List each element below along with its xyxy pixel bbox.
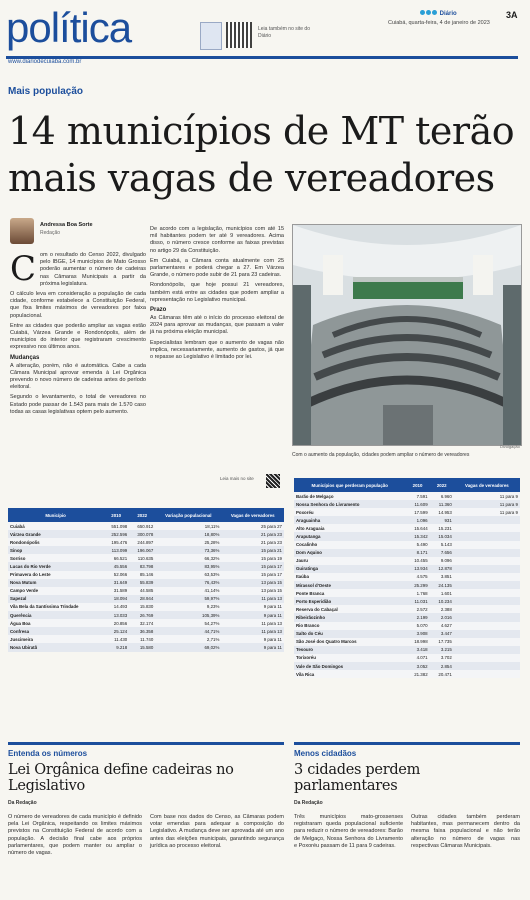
table-row xyxy=(294,613,520,621)
table-cell: 25,28% xyxy=(155,538,221,546)
paragraph: Especialistas lembram que o aumento de vagas não implica, necessariamente, aumento de gastos, já que o repasse ao Legislativo é limitado por lei. xyxy=(150,339,284,361)
table-row xyxy=(294,492,520,500)
table-cell: 54,27% xyxy=(155,619,221,627)
table-cell: 110.635 xyxy=(129,554,155,562)
qr-caption: Leia também no site do Diário xyxy=(258,26,310,39)
table-row xyxy=(294,622,520,630)
table-cell: 11.740 xyxy=(129,635,155,643)
paragraph: Em Cuiabá, a Câmara conta atualmente com 25 parlamentares e poderá chegar a 27. Em Várzea Grande, o número pode subir de 21 para 23 cadeiras. xyxy=(150,257,284,279)
table-row xyxy=(8,562,284,570)
table-cell: 15 para 21 xyxy=(221,546,284,554)
table-cell: 21 para 23 xyxy=(221,538,284,546)
table-cell: Sapezal xyxy=(8,595,103,603)
paragraph: Com base nos dados do Censo, as Câmaras podem votar emendas para adequar a composição do Legislativo. A mudança deve ser aprovada até um ano antes das eleições municipais, garantindo segurança jurídica ao processo eleitoral. xyxy=(150,814,284,849)
table-cell: 66,32% xyxy=(155,554,221,562)
table-cell: 18,80% xyxy=(155,530,221,538)
table-cell: Salto do Céu xyxy=(294,630,405,638)
table-cell: 5.143 xyxy=(430,541,454,549)
table-row xyxy=(294,605,520,613)
dot-icon xyxy=(432,10,437,15)
story-headline: 3 cidades perdem parlamentares xyxy=(294,762,421,794)
article-headline: 14 municípios de MT terão mais vagas de vereadores xyxy=(8,109,515,200)
paragraph: De acordo com a legislação, municípios com até 15 mil habitantes podem ter até 9 vereadores. Acima disso, o número cresce conforme as faixas previstas no artigo 29 da Constituição. xyxy=(150,226,284,254)
more-label: Leia mais no site xyxy=(220,476,254,481)
table-cell: Cuiabá xyxy=(8,522,103,530)
table-cell: 13.934 xyxy=(405,565,429,573)
table-cell xyxy=(454,532,520,540)
table-cell xyxy=(454,565,520,573)
table-row xyxy=(8,587,284,595)
table-cell: 25.299 xyxy=(405,581,429,589)
table-cell: Vale de São Domingos xyxy=(294,662,405,670)
table-cell: 3.215 xyxy=(430,646,454,654)
table-row xyxy=(294,565,520,573)
table-cell: 21 para 23 xyxy=(221,530,284,538)
table-cell: 195.476 xyxy=(103,538,129,546)
table-row xyxy=(8,554,284,562)
table-cell: 5.490 xyxy=(405,541,429,549)
table-row xyxy=(8,538,284,546)
table-cell xyxy=(454,605,520,613)
table-cell: 3.851 xyxy=(430,573,454,581)
site-link[interactable]: www.diariodecuiaba.com.br xyxy=(8,59,82,65)
table-cell: 66.521 xyxy=(103,554,129,562)
section-rule xyxy=(8,742,284,745)
table-cell: 15 para 19 xyxy=(221,554,284,562)
table-cell: 5.070 xyxy=(405,622,429,630)
table-row xyxy=(294,670,520,678)
table-row xyxy=(8,595,284,603)
subheading: Prazo xyxy=(150,307,167,314)
table-row xyxy=(8,522,284,530)
table-cell xyxy=(454,597,520,605)
header-rule xyxy=(6,56,518,59)
table-cell xyxy=(454,630,520,638)
gainers-table xyxy=(8,508,284,652)
paragraph: O cálculo leva em consideração a população de cada cidade, conforme estabelece a Constituição Federal, que fixa limites máximos de vereadores por faixa populacional. xyxy=(10,291,146,319)
table-row xyxy=(8,579,284,587)
table-cell: Lucas do Rio Verde xyxy=(8,562,103,570)
table-cell: 45.556 xyxy=(103,562,129,570)
table-cell: 11.609 xyxy=(405,500,429,508)
column-header: 2022 xyxy=(129,508,155,522)
paragraph: O número de vereadores de cada município é definido pela Lei Orgânica, respeitando os limites máximos previstos na Constituição Federal de acordo com a população. A decisão final cabe aos próprios parlamentares, que podem manter ou ampliar o número de vagas. xyxy=(8,814,142,857)
table-cell xyxy=(454,589,520,597)
paragraph: As Câmaras têm até o início do processo eleitoral de 2024 para aprovar as mudanças, que passam a valer já na próxima eleição municipal. xyxy=(150,315,284,336)
photo-caption: Com o aumento da população, cidades podem ampliar o número de vereadores xyxy=(292,452,470,458)
section-title: política xyxy=(6,4,132,51)
column-header: Vagas de vereadores xyxy=(221,508,284,522)
table-row xyxy=(8,611,284,619)
table-cell: 15 para 17 xyxy=(221,571,284,579)
table-cell xyxy=(454,622,520,630)
table-cell: 17.735 xyxy=(430,638,454,646)
table-cell: Nossa Senhora do Livramento xyxy=(294,500,405,508)
table-cell: 196.067 xyxy=(129,546,155,554)
table-cell: 14.493 xyxy=(103,603,129,611)
dot-icon xyxy=(420,10,425,15)
column-header: Vagas de vereadores xyxy=(454,478,520,492)
table-cell: 11 para 13 xyxy=(221,595,284,603)
table-cell: 9 para 11 xyxy=(221,635,284,643)
table-cell: 13 para 15 xyxy=(221,587,284,595)
table-row xyxy=(8,627,284,635)
article-kicker: Mais população xyxy=(8,86,84,97)
byline-name: Andressa Boa Sorte xyxy=(40,222,93,228)
paragraph: Três municípios mato-grossenses registraram queda populacional suficiente para reduzir o número de vereadores: Barão de Melgaço, Nossa Senhora do Livramento e Poxoréu passam de 11 para 9 cadeiras. xyxy=(294,814,403,849)
column-header: Municípios que perderam população xyxy=(294,478,405,492)
table-cell: 59,97% xyxy=(155,595,221,603)
table-cell: 11.031 xyxy=(405,597,429,605)
table-cell: Vila Rica xyxy=(294,670,405,678)
qr-code-icon[interactable] xyxy=(226,22,252,48)
table-cell: 31.649 xyxy=(103,579,129,587)
table-cell: Itaúba xyxy=(294,573,405,581)
table-cell: 11 para 9 xyxy=(454,500,520,508)
table-row xyxy=(8,546,284,554)
table-cell: 15.580 xyxy=(129,643,155,651)
table-cell: 18.094 xyxy=(103,595,129,603)
table-row xyxy=(8,619,284,627)
table-row xyxy=(294,557,520,565)
table-cell xyxy=(454,524,520,532)
table-cell: 3.702 xyxy=(430,654,454,662)
table-cell: 9.096 xyxy=(430,557,454,565)
table-cell: 13 para 15 xyxy=(221,579,284,587)
table-cell xyxy=(454,581,520,589)
table-cell: 55.839 xyxy=(129,579,155,587)
table-cell: 52.066 xyxy=(103,571,129,579)
paragraph: A alteração, porém, não é automática. Cabe a cada Câmara Municipal aprovar emenda à Lei Orgânica prevendo o novo número de cadeiras antes do período eleitoral. xyxy=(10,362,146,391)
page-number: 3A xyxy=(506,10,518,20)
table-cell: 15.830 xyxy=(129,603,155,611)
table-gainers xyxy=(8,508,284,652)
table-cell: Alto Araguaia xyxy=(294,524,405,532)
table-cell: 85.146 xyxy=(129,571,155,579)
paragraph: Rondonópolis, que hoje possui 21 vereadores, também está entre as cidades que podem ampliar a representação no Legislativo municipal. xyxy=(150,282,284,303)
table-cell: Porto Esperidião xyxy=(294,597,405,605)
table-cell: 25 para 27 xyxy=(221,522,284,530)
table-cell: 17.599 xyxy=(405,508,429,516)
subheading: Mudanças xyxy=(10,354,40,361)
paragraph: Segundo o levantamento, o total de vereadores no Estado pode passar de 1.543 para mais de 1.570 caso todas as casas legislativas optem pelo aumento. xyxy=(10,394,146,415)
table-cell: 4.627 xyxy=(430,622,454,630)
article-column-1 xyxy=(10,249,146,419)
table-cell: 73,36% xyxy=(155,546,221,554)
byline-role: Redação xyxy=(40,230,61,236)
table-cell: 15.231 xyxy=(430,524,454,532)
table-cell: 1.096 xyxy=(405,516,429,524)
table-cell: 14.953 xyxy=(430,508,454,516)
table-cell: 18,11% xyxy=(155,522,221,530)
author-avatar xyxy=(10,218,34,244)
table-row xyxy=(8,571,284,579)
paragraph: Entre as cidades que poderão ampliar as vagas estão Cuiabá, Várzea Grande e Rondonópolis, além de municípios do interior que registraram crescimento expressivo nos últimos anos. xyxy=(10,322,146,351)
table-cell: 20.471 xyxy=(430,670,454,678)
dateline: Cuiabá, quarta-feira, 4 de janeiro de 2023 xyxy=(388,20,490,26)
table-cell: 15.034 xyxy=(430,532,454,540)
table-header xyxy=(294,478,520,492)
table-row xyxy=(8,635,284,643)
newspaper-logo-icon xyxy=(200,22,222,50)
table-cell: Mirassol d'Oeste xyxy=(294,581,405,589)
table-row xyxy=(294,549,520,557)
table-cell: 105,39% xyxy=(155,611,221,619)
table-row xyxy=(294,581,520,589)
table-cell: Querência xyxy=(8,611,103,619)
table-cell: 21.382 xyxy=(405,670,429,678)
table-cell: 9 para 11 xyxy=(221,643,284,651)
table-cell: Água Boa xyxy=(8,619,103,627)
table-cell: Campo Verde xyxy=(8,587,103,595)
table-row xyxy=(294,638,520,646)
table-cell: Ponte Branca xyxy=(294,589,405,597)
table-cell: 3.418 xyxy=(405,646,429,654)
chamber-photo xyxy=(292,224,522,446)
story-right xyxy=(294,742,520,850)
table-cell: 1.768 xyxy=(405,589,429,597)
table-cell: Torixoréu xyxy=(294,654,405,662)
story-byline: Da Redação xyxy=(294,800,323,806)
table-cell: 15.644 xyxy=(405,524,429,532)
table-cell: 6.960 xyxy=(430,492,454,500)
table-cell: Juscimeira xyxy=(8,635,103,643)
table-cell: 300.078 xyxy=(129,530,155,538)
table-cell xyxy=(454,549,520,557)
table-cell: 44,71% xyxy=(155,627,221,635)
table-cell: 44.585 xyxy=(129,587,155,595)
story-columns xyxy=(8,814,284,857)
paragraph: Outras cidades também perderam habitantes, mas permanecem dentro da mesma faixa populacional e não terão alteração no número de vagas nas respectivas Câmaras Municipais. xyxy=(411,814,520,849)
table-cell: 931 xyxy=(430,516,454,524)
table-cell: 83,95% xyxy=(155,562,221,570)
table-row xyxy=(294,541,520,549)
qr-code-small-icon[interactable] xyxy=(266,474,280,488)
table-row xyxy=(8,603,284,611)
table-row xyxy=(294,589,520,597)
article-column-2 xyxy=(150,226,284,364)
table-row xyxy=(294,508,520,516)
story-kicker: Menos cidadãos xyxy=(294,749,357,758)
story-headline: Lei Orgânica define cadeiras no Legislativo xyxy=(8,762,234,794)
story-left xyxy=(8,742,284,857)
edition-brand: Diário xyxy=(420,10,457,17)
table-row xyxy=(294,654,520,662)
table-cell: 2.854 xyxy=(430,662,454,670)
story-columns xyxy=(294,814,520,850)
table-cell: Rondonópolis xyxy=(8,538,103,546)
table-cell: 9 para 11 xyxy=(221,603,284,611)
column-header: Variação populacional xyxy=(155,508,221,522)
table-cell: Araguainha xyxy=(294,516,405,524)
table-losers xyxy=(294,478,520,678)
table-cell: Tesouro xyxy=(294,646,405,654)
table-cell: 11 para 9 xyxy=(454,492,520,500)
table-cell: 7.656 xyxy=(430,549,454,557)
table-cell: 10.234 xyxy=(430,597,454,605)
table-row xyxy=(294,524,520,532)
table-cell: 24.135 xyxy=(430,581,454,589)
table-cell: 2,71% xyxy=(155,635,221,643)
photo-credit: Divulgação xyxy=(500,444,520,449)
table-cell xyxy=(454,573,520,581)
table-cell: 9 para 11 xyxy=(221,611,284,619)
table-cell: 2.199 xyxy=(405,613,429,621)
column-header: 2010 xyxy=(103,508,129,522)
table-row xyxy=(294,500,520,508)
table-cell: São José dos Quatro Marcos xyxy=(294,638,405,646)
table-cell: Confresa xyxy=(8,627,103,635)
table-row xyxy=(8,530,284,538)
table-cell: 113.099 xyxy=(103,546,129,554)
column-header: 2010 xyxy=(405,478,429,492)
table-cell: 26.769 xyxy=(129,611,155,619)
table-cell: 9.218 xyxy=(103,643,129,651)
table-cell: 3.052 xyxy=(405,662,429,670)
table-cell: Araputanga xyxy=(294,532,405,540)
paragraph: om o resultado do Censo 2022, divulgado pelo IBGE, 14 municípios de Mato Grosso poderão aumentar o número de cadeiras nas Câmaras Municipais a partir da próxima legislatura. xyxy=(40,252,146,287)
table-cell: 11.360 xyxy=(430,500,454,508)
table-row xyxy=(294,573,520,581)
table-cell: 20.856 xyxy=(103,619,129,627)
table-row xyxy=(8,643,284,651)
table-row xyxy=(294,630,520,638)
table-cell: 12.878 xyxy=(430,565,454,573)
table-cell xyxy=(454,516,520,524)
table-cell: Dom Aquino xyxy=(294,549,405,557)
table-row xyxy=(294,532,520,540)
table-cell xyxy=(454,638,520,646)
table-cell: Várzea Grande xyxy=(8,530,103,538)
table-cell: Reserva do Cabaçal xyxy=(294,605,405,613)
table-cell: 650.912 xyxy=(129,522,155,530)
column-header: Município xyxy=(8,508,103,522)
table-cell: 11.430 xyxy=(103,635,129,643)
table-cell: 1.601 xyxy=(430,589,454,597)
table-cell: Guiratinga xyxy=(294,565,405,573)
table-cell: Sorriso xyxy=(8,554,103,562)
table-cell: 41,14% xyxy=(155,587,221,595)
table-cell: 76,43% xyxy=(155,579,221,587)
table-cell: Nova Ubiratã xyxy=(8,643,103,651)
table-cell: Cocalinho xyxy=(294,541,405,549)
table-cell xyxy=(454,613,520,621)
table-cell xyxy=(454,662,520,670)
table-cell xyxy=(454,670,520,678)
table-cell: 244.897 xyxy=(129,538,155,546)
section-rule xyxy=(294,742,520,745)
table-cell: 15.342 xyxy=(405,532,429,540)
table-cell: Vila Bela da Santíssima Trindade xyxy=(8,603,103,611)
table-cell: Ribeirãozinho xyxy=(294,613,405,621)
table-cell: Primavera do Leste xyxy=(8,571,103,579)
table-cell: Sinop xyxy=(8,546,103,554)
dot-icon xyxy=(426,10,431,15)
table-row xyxy=(294,597,520,605)
table-cell: Rio Branco xyxy=(294,622,405,630)
table-row xyxy=(294,646,520,654)
table-cell: 2.388 xyxy=(430,605,454,613)
losers-table xyxy=(294,478,520,678)
table-cell: 3.908 xyxy=(405,630,429,638)
story-byline: Da Redação xyxy=(8,800,37,806)
table-cell: 63,53% xyxy=(155,571,221,579)
table-cell: 32.174 xyxy=(129,619,155,627)
table-cell: 25.124 xyxy=(103,627,129,635)
table-cell: 4.575 xyxy=(405,573,429,581)
table-cell: Nova Mutum xyxy=(8,579,103,587)
table-cell: 31.589 xyxy=(103,587,129,595)
table-cell: 69,02% xyxy=(155,643,221,651)
chamber-illustration xyxy=(293,225,521,445)
column-header: 2022 xyxy=(430,478,454,492)
table-cell xyxy=(454,646,520,654)
table-cell: 8.171 xyxy=(405,549,429,557)
table-cell: 13.033 xyxy=(103,611,129,619)
table-cell: 11 para 9 xyxy=(454,508,520,516)
table-cell xyxy=(454,541,520,549)
table-cell xyxy=(454,557,520,565)
table-cell: 83.798 xyxy=(129,562,155,570)
table-cell: 36.358 xyxy=(129,627,155,635)
table-cell: 551.098 xyxy=(103,522,129,530)
table-cell: Poxoréu xyxy=(294,508,405,516)
dropcap: C xyxy=(10,249,37,289)
table-cell: 18.998 xyxy=(405,638,429,646)
table-cell: 252.596 xyxy=(103,530,129,538)
table-cell: 11 para 13 xyxy=(221,627,284,635)
table-cell xyxy=(454,654,520,662)
table-cell: Barão de Melgaço xyxy=(294,492,405,500)
table-cell: 11 para 13 xyxy=(221,619,284,627)
table-cell: 2.016 xyxy=(430,613,454,621)
table-cell: 10.455 xyxy=(405,557,429,565)
table-cell: Jauru xyxy=(294,557,405,565)
story-kicker: Entenda os números xyxy=(8,749,88,758)
table-cell: 4.071 xyxy=(405,654,429,662)
table-cell: 3.447 xyxy=(430,630,454,638)
table-cell: 2.572 xyxy=(405,605,429,613)
table-row xyxy=(294,662,520,670)
table-cell: 28.944 xyxy=(129,595,155,603)
table-cell: 7.591 xyxy=(405,492,429,500)
table-row xyxy=(294,516,520,524)
table-cell: 15 para 17 xyxy=(221,562,284,570)
table-cell: 9,23% xyxy=(155,603,221,611)
table-header xyxy=(8,508,284,522)
